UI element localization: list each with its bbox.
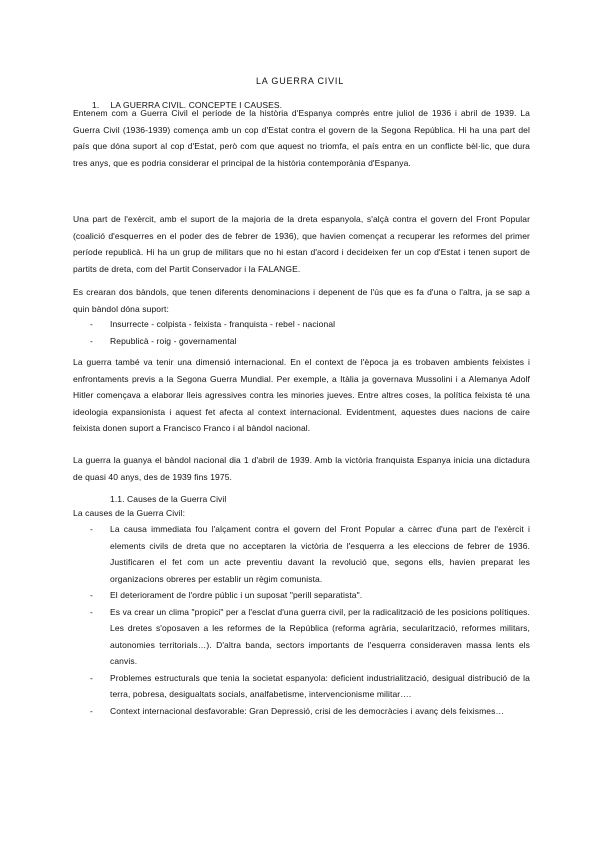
list-item: - Context internacional desfavorable: Gran Depressió, crisi de les democràcies i avanç dels feixismes…	[73, 703, 530, 720]
section-heading-text: LA GUERRA CIVIL. CONCEPTE I CAUSES.	[110, 100, 283, 110]
subsection-heading: 1.1. Causes de la Guerra Civil	[110, 494, 227, 504]
paragraph-coup: Una part de l'exèrcit, amb el suport de la majoria de la dreta espanyola, s'alçà contra el govern del Front Popular (coalició d'esquerres en el poder des de febrer de 1936), que havien començat a recuperar les reformes del primer període republicà. Hi ha un grup de militars que no hi estan d'acord i decideixen fer un cop d'Estat i tenen suport de partits de dreta, com del Partit Conservador i la FALANGE.	[73, 214, 530, 274]
section-number: 1.	[92, 100, 100, 110]
list-item: - La causa immediata fou l'alçament contra el govern del Front Popular a càrrec d'una part de l'exèrcit i elements civils de dreta que no acceptaren la victòria de l'esquerra a les eleccions de febrer de 1936. Justificaren el fet com un acte preventiu davant la revolució que, segons ells, havien preparat les organizacions obreres per establir un règim comunista.	[73, 521, 530, 587]
list-item: - Problemes estructurals que tenia la societat espanyola: deficient industrialització, desigual distribució de la terra, pobresa, desigualtats socials, analfabetisme, intervencionisme militar….	[73, 670, 530, 703]
sides-list	[73, 316, 530, 349]
paragraph-international: La guerra també va tenir una dimensió internacional. En el context de l'època ja es trobaven ambients feixistes i enfrontaments previs a la Segona Guerra Mundial. Per exemple, a Itàlia ja governava Mussolini i a Alemanya Adolf Hitler començava a elaborar lleis agressives contra les minories jueves. Entre altres coses, la política feixista té una ideologia expansionista i aquest fet afecta al context internacional. Evidentment, aquestes dues nacions de caire feixista donen suport a Francisco Franco i al bàndol nacional.	[73, 357, 530, 433]
list-item: - Republicà - roig - governamental	[73, 333, 530, 350]
page-title: LA GUERRA CIVIL	[255, 76, 345, 86]
paragraph-outcome: La guerra la guanya el bàndol nacional dia 1 d'abril de 1939. Amb la victòria franquista Espanya inicia una dictadura de quasi 40 anys, des de 1939 fins 1975.	[73, 455, 530, 482]
paragraph-definition: Entenem com a Guerra Civil el període de la història d'Espanya comprès entre juliol de 1936 i abril de 1939. La Guerra Civil (1936-1939) comença amb un cop d'Estat contra el govern de la Segona República. Hi ha una part del país que dóna suport al cop d'Estat, però com que aquest no triomfa, el país entra en un conflicte bèl·lic, que dura tres anys, que es podria considerar el principal de la història contemporània d'Espanya.	[73, 108, 530, 168]
causes-list	[73, 521, 530, 719]
paragraph-sides: Es crearan dos bàndols, que tenen diferents denominacions i depenent de l'ús que es fa d'una o l'altra, ja se sap a quin bàndol dóna suport:	[73, 287, 530, 314]
list-item: - Es va crear un clima "propici" per a l'esclat d'una guerra civil, per la radicalització de les posicions polítiques. Les dretes s'oposaven a les reformes de la República (reforma agrària, secularització, reformes militars, autonomies territorials…). D'altra banda, sectors importants de l'esquerra consideraven massa lents els canvis.	[73, 604, 530, 670]
list-item: - El deteriorament de l'ordre públic i un suposat "perill separatista".	[73, 587, 530, 604]
list-item: - Insurrecte - colpista - feixista - franquista - rebel - nacional	[73, 316, 530, 333]
causes-intro: La causes de la Guerra Civil:	[73, 508, 186, 518]
